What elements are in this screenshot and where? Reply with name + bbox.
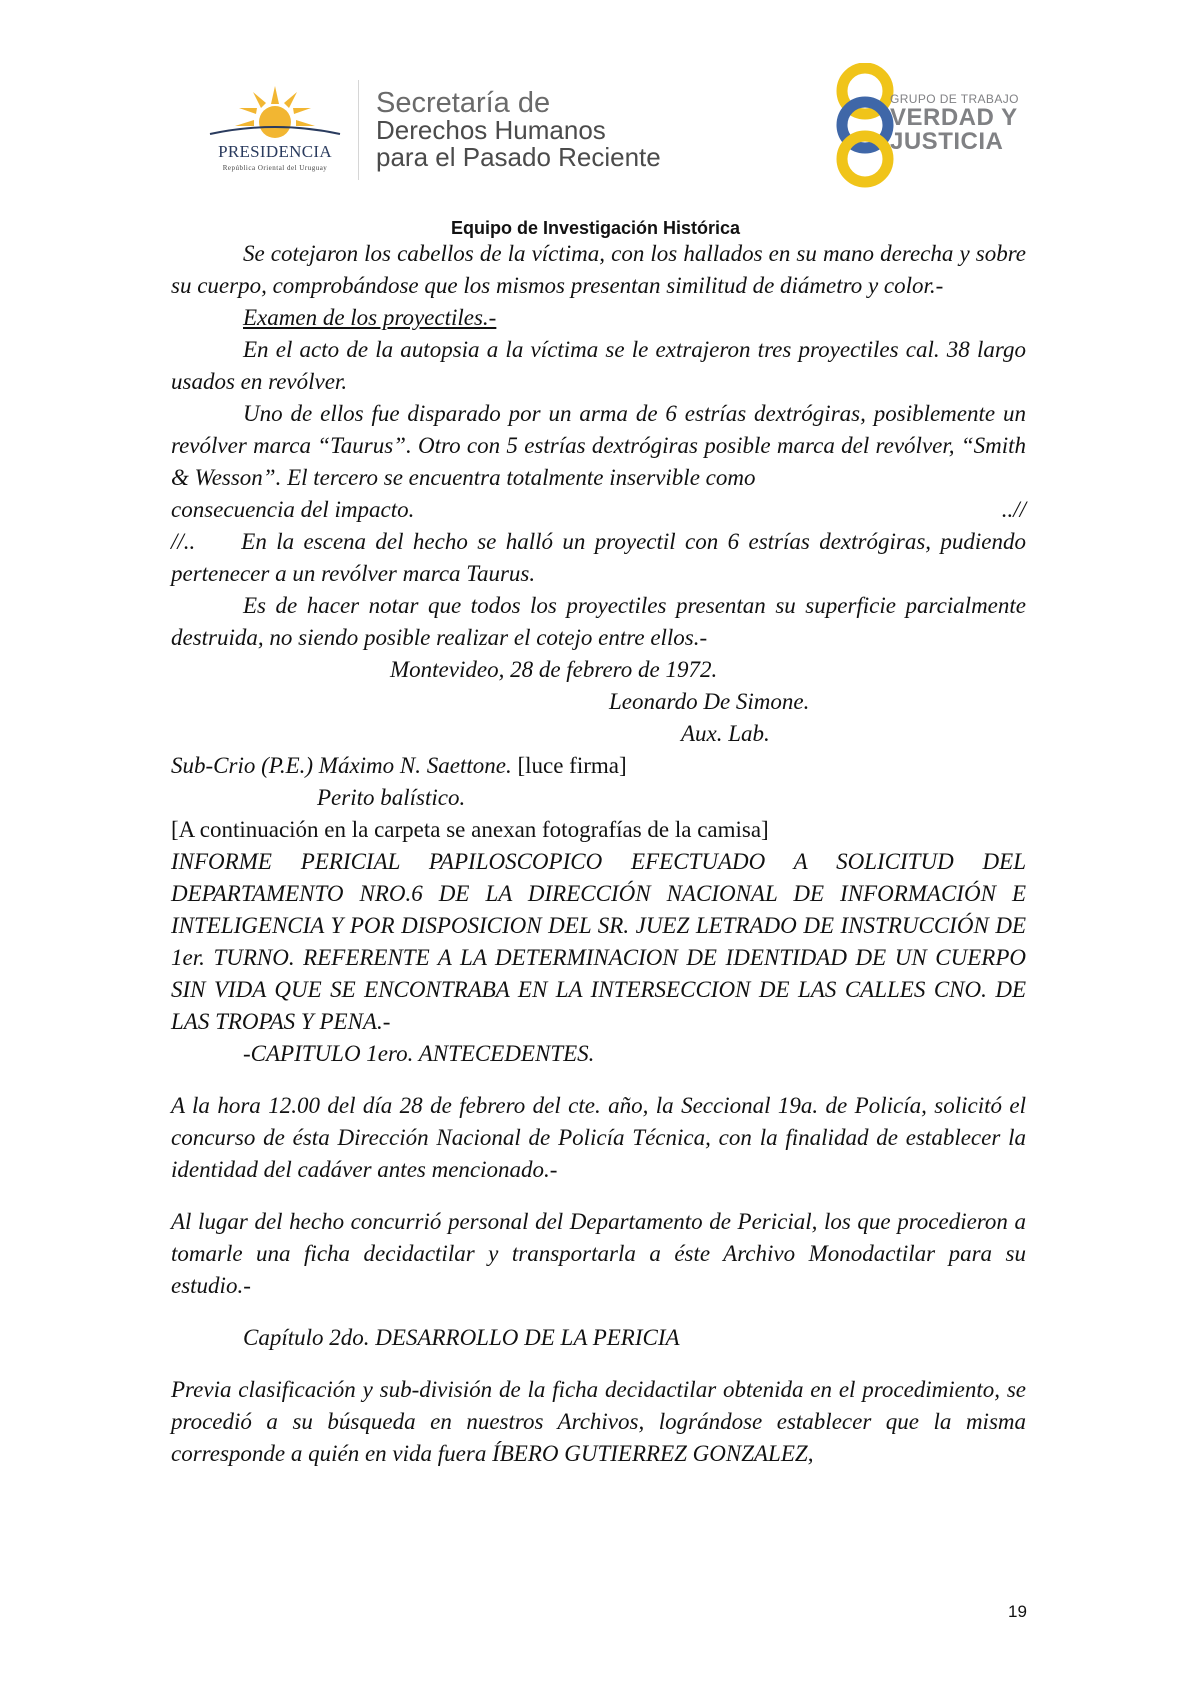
page-number: 19 bbox=[1008, 1602, 1027, 1621]
signer-1-role: Aux. Lab. bbox=[681, 721, 770, 746]
heading-proyectiles-text: Examen de los proyectiles.- bbox=[243, 305, 497, 330]
spacer bbox=[171, 1186, 1026, 1206]
place-date: Montevideo, 28 de febrero de 1972. bbox=[390, 657, 718, 682]
secretaria-line-3: para el Pasado Reciente bbox=[376, 142, 661, 172]
report-title: INFORME PERICIAL PAPILOSCOPICO EFECTUADO A SOLICITUD DEL DEPARTAMENTO NRO.6 DE LA DIRECCIÓN NACIONAL DE INFORMACIÓN E INTELIGENCIA Y POR DISPOSICION DEL SR. JUEZ LETRADO DE INSTRUCCIÓN DE 1er. TURNO. REFERENTE A LA DETERMINACION DE IDENTIDAD DE UN CUERPO SIN VIDA QUE SE ENCONTRABA EN LA INTERSECCION DE LAS CALLES CNO. DE LAS TROPAS Y PENA.- bbox=[171, 849, 1026, 1034]
paragraph-estrias: Uno de ellos fue disparado por un arma de 6 estrías dextrógiras, posiblemente un revólver marca “Taurus”. Otro con 5 estrías dextrógiras posible marca del revólver, “Smith & Wesson”. El tercero se encuentra totalmente inservible como bbox=[171, 401, 1026, 490]
paragraph-lugar-hecho: Al lugar del hecho concurrió personal del Departamento de Pericial, los que procedieron a tomarle una ficha decidactilar y transportarla a éste Archivo Monodactilar para su estudio.- bbox=[171, 1209, 1026, 1298]
signer-2-name: Sub-Crio (P.E.) Máximo N. Saettone. bbox=[171, 753, 512, 778]
signer-2-line bbox=[171, 750, 1026, 782]
paragraph-superficie: Es de hacer notar que todos los proyectiles presentan su superficie parcialmente destruida, no siendo posible realizar el cotejo entre ellos.- bbox=[171, 593, 1026, 650]
gt-line-2: VERDAD Y bbox=[890, 104, 1018, 131]
presidencia-logo bbox=[200, 82, 350, 182]
signature-note: [luce firma] bbox=[511, 753, 627, 778]
annex-note: [A continuación en la carpeta se anexan fotografías de la camisa] bbox=[171, 817, 769, 842]
document-body bbox=[171, 238, 1026, 1470]
signer-1-name: Leonardo De Simone. bbox=[609, 689, 810, 714]
paragraph-escena bbox=[171, 526, 1026, 590]
presidencia-subtitle: República Oriental del Uruguay bbox=[222, 164, 328, 172]
team-title: Equipo de Investigación Histórica bbox=[450, 218, 741, 238]
header-divider bbox=[358, 80, 359, 180]
secretaria-logo-text bbox=[376, 87, 661, 172]
continuation-line bbox=[171, 494, 1026, 526]
chapter-1-title: -CAPITULO 1ero. ANTECEDENTES. bbox=[243, 1041, 595, 1066]
sun-icon bbox=[200, 82, 350, 146]
paragraph-estrias-end: consecuencia del impacto. bbox=[171, 497, 415, 522]
spacer bbox=[171, 1354, 1026, 1374]
presidencia-label: PRESIDENCIA bbox=[218, 142, 332, 161]
continuation-mark: ..// bbox=[1001, 497, 1026, 522]
gt-line-3: JUSTICIA bbox=[890, 128, 1004, 155]
chapter-2-title: Capítulo 2do. DESARROLLO DE LA PERICIA bbox=[243, 1325, 680, 1350]
secretaria-line-2: Derechos Humanos bbox=[376, 115, 606, 145]
page-header bbox=[0, 0, 1191, 238]
paragraph-clasificacion: Previa clasificación y sub-división de la ficha decidactilar obtenida en el procedimiento, se procedió a su búsqueda en nuestros Archivos, lográndose establecer que la misma corresponde a quién en vida fuera ÍBERO GUTIERREZ GONZALEZ, bbox=[171, 1377, 1026, 1466]
grupo-trabajo-text bbox=[890, 92, 1019, 154]
signer-2-role: Perito balístico. bbox=[317, 785, 466, 810]
heading-proyectiles bbox=[171, 302, 1026, 334]
paragraph-escena-text: En la escena del hecho se halló un proyectil con 6 estrías dextrógiras, pudiendo pertenecer a un revólver marca Taurus. bbox=[171, 529, 1026, 586]
spacer bbox=[171, 1302, 1026, 1322]
paragraph-cabellos: Se cotejaron los cabellos de la víctima, con los hallados en su mano derecha y sobre su cuerpo, comprobándose que los mismos presentan similitud de diámetro y color.- bbox=[171, 241, 1026, 298]
continuation-start-mark: //.. bbox=[171, 529, 196, 554]
paragraph-autopsia: En el acto de la autopsia a la víctima se le extrajeron tres proyectiles cal. 38 largo usados en revólver. bbox=[171, 337, 1026, 394]
spacer bbox=[171, 1070, 1026, 1090]
paragraph-antecedentes: A la hora 12.00 del día 28 de febrero del cte. año, la Seccional 19a. de Policía, solicitó el concurso de ésta Dirección Nacional de Policía Técnica, con la finalidad de establecer la identidad del cadáver antes mencionado.- bbox=[171, 1093, 1026, 1182]
secretaria-line-1: Secretaría de bbox=[376, 87, 551, 119]
gt-line-1: GRUPO DE TRABAJO bbox=[890, 92, 1019, 106]
